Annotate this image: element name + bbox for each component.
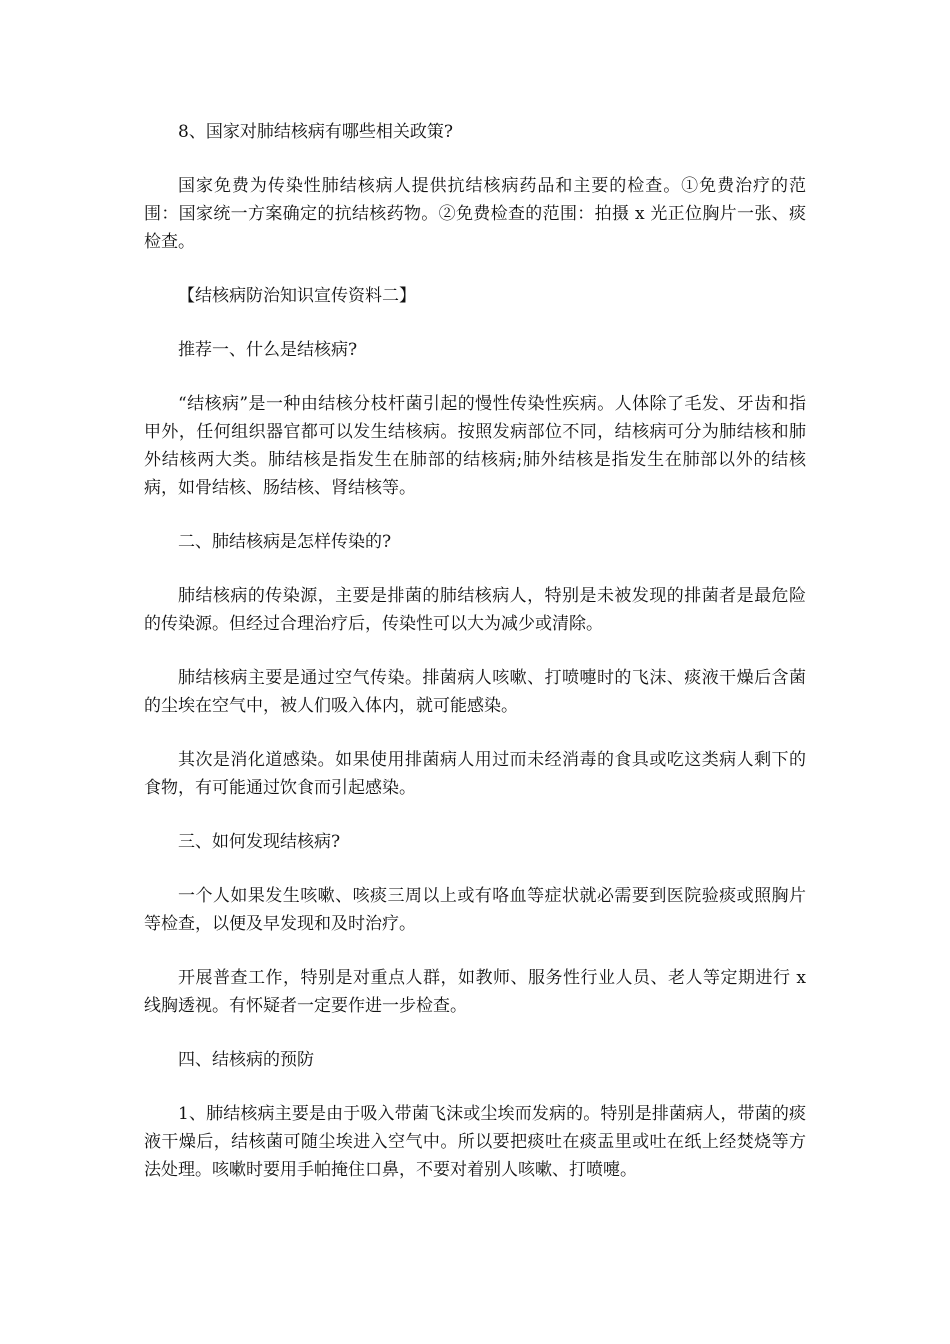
symptoms-paragraph: 一个人如果发生咳嗽、咳痰三周以上或有咯血等症状就必需要到医院验痰或照胸片等检查，以便及早发现和及时治疗。 xyxy=(144,886,806,934)
what-is-tb-heading: 推荐一、什么是结核病? xyxy=(178,340,358,360)
digestive-paragraph: 其次是消化道感染。如果使用排菌病人用过而未经消毒的食具或吃这类病人剩下的食物，有可能通过饮食而引起感染。 xyxy=(144,750,806,798)
policy-paragraph: 国家免费为传染性肺结核病人提供抗结核病药品和主要的检查。①免费治疗的范围：国家统一方案确定的抗结核药物。②免费检查的范围：拍摄 x 光正位胸片一张、痰检查。 xyxy=(144,176,806,252)
screening-paragraph: 开展普查工作，特别是对重点人群，如教师、服务性行业人员、老人等定期进行 x 线胸透视。有怀疑者一定要作进一步检查。 xyxy=(144,968,806,1016)
airborne-paragraph: 肺结核病主要是通过空气传染。排菌病人咳嗽、打喷嚏时的飞沫、痰液干燥后含菌的尘埃在空气中，被人们吸入体内，就可能感染。 xyxy=(144,668,806,716)
tb-definition-paragraph: “结核病”是一种由结核分枝杆菌引起的慢性传染性疾病。人体除了毛发、牙齿和指甲外，任何组织器官都可以发生结核病。按照发病部位不同，结核病可分为肺结核和肺外结核两大类。肺结核是指发生在肺部的结核病;肺外结核是指发生在肺部以外的结核病，如骨结核、肠结核、肾结核等。 xyxy=(144,394,806,498)
section-title-material-two: 【结核病防治知识宣传资料二】 xyxy=(178,286,416,306)
transmission-heading: 二、肺结核病是怎样传染的? xyxy=(178,532,392,552)
detection-heading: 三、如何发现结核病? xyxy=(178,832,341,852)
document-body xyxy=(144,118,806,1210)
infection-source-paragraph: 肺结核病的传染源，主要是排菌的肺结核病人，特别是未被发现的排菌者是最危险的传染源。但经过合理治疗后，传染性可以大为减少或清除。 xyxy=(144,586,806,634)
prevention-item-1-paragraph: 1、肺结核病主要是由于吸入带菌飞沫或尘埃而发病的。特别是排菌病人，带菌的痰液干燥后，结核菌可随尘埃进入空气中。所以要把痰吐在痰盂里或吐在纸上经焚烧等方法处理。咳嗽时要用手帕掩住口鼻，不要对着别人咳嗽、打喷嚏。 xyxy=(144,1104,806,1180)
prevention-heading: 四、结核病的预防 xyxy=(178,1050,314,1070)
question-8-heading: 8、国家对肺结核病有哪些相关政策? xyxy=(178,122,453,142)
